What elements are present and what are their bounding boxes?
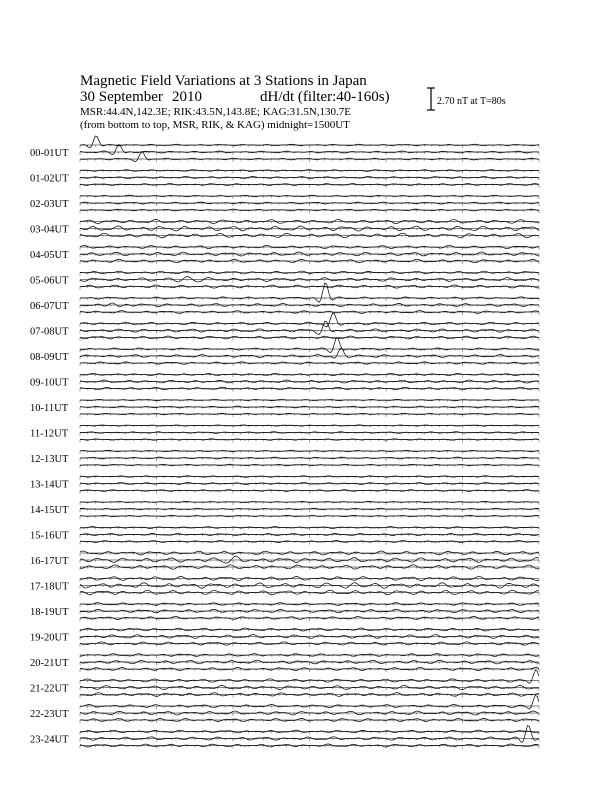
hour-label: 16-17UT bbox=[30, 556, 69, 567]
minute-ticks bbox=[80, 509, 539, 512]
minute-ticks bbox=[80, 414, 539, 417]
scale-bar bbox=[427, 88, 506, 110]
minute-ticks bbox=[80, 426, 539, 429]
chart-quantity: dH/dt (filter:40-160s) bbox=[260, 89, 390, 105]
hour-label: 13-14UT bbox=[30, 479, 69, 491]
chart-stations: MSR:44.4N,142.3E; RIK:43.5N,143.8E; KAG:31.5N,130.7E bbox=[80, 106, 352, 118]
minute-ticks bbox=[80, 287, 539, 290]
hour-label: 03-04UT bbox=[30, 224, 69, 236]
hour-label: 21-22UT bbox=[30, 683, 69, 695]
chart-title: Magnetic Field Variations at 3 Stations in Japan bbox=[80, 73, 367, 89]
hour-label: 19-20UT bbox=[30, 632, 69, 644]
hour-rows bbox=[30, 136, 539, 748]
minute-ticks bbox=[80, 363, 539, 366]
hour-label: 01-02UT bbox=[30, 173, 69, 185]
hour-label: 14-15UT bbox=[30, 505, 69, 516]
minute-ticks bbox=[80, 312, 539, 315]
hour-label: 17-18UT bbox=[30, 581, 69, 593]
minute-ticks bbox=[80, 305, 539, 308]
minute-ticks bbox=[80, 145, 539, 148]
minute-ticks bbox=[80, 152, 539, 155]
minute-ticks bbox=[80, 382, 539, 385]
minute-ticks bbox=[80, 324, 539, 327]
hour-label: 02-03UT bbox=[30, 199, 69, 210]
minute-ticks bbox=[80, 662, 539, 665]
minute-ticks bbox=[80, 669, 539, 672]
chart-date: 30 September bbox=[80, 89, 163, 105]
minute-ticks bbox=[80, 185, 539, 188]
minute-ticks bbox=[80, 560, 539, 563]
hour-label: 09-10UT bbox=[30, 377, 69, 389]
scale-label: 2.70 nT at T=80s bbox=[437, 96, 506, 107]
minute-ticks bbox=[80, 407, 539, 410]
minute-ticks bbox=[80, 389, 539, 392]
chart-year: 2010 bbox=[172, 89, 202, 105]
minute-ticks bbox=[80, 400, 539, 403]
hour-label: 20-21UT bbox=[30, 658, 69, 669]
hour-label: 12-13UT bbox=[30, 454, 69, 465]
minute-ticks bbox=[80, 618, 539, 621]
hour-label: 11-12UT bbox=[30, 428, 69, 440]
hour-label: 00-01UT bbox=[30, 148, 69, 159]
minute-ticks bbox=[80, 586, 539, 589]
minute-ticks bbox=[80, 203, 539, 206]
minute-ticks bbox=[80, 542, 539, 545]
hour-label: 07-08UT bbox=[30, 326, 69, 338]
hour-label: 10-11UT bbox=[30, 403, 69, 414]
hour-label: 18-19UT bbox=[30, 607, 69, 618]
minute-ticks bbox=[80, 516, 539, 519]
hour-label: 05-06UT bbox=[30, 275, 69, 287]
hour-label: 06-07UT bbox=[30, 301, 69, 312]
chart-order-note: (from bottom to top, MSR, RIK, & KAG) midnight=1500UT bbox=[80, 119, 350, 131]
hour-label: 08-09UT bbox=[30, 352, 69, 363]
hour-label: 22-23UT bbox=[30, 709, 69, 720]
hour-label: 15-16UT bbox=[30, 530, 69, 542]
minute-ticks bbox=[80, 553, 539, 556]
minute-ticks bbox=[80, 695, 539, 698]
hour-label: 23-24UT bbox=[30, 734, 69, 746]
minute-ticks bbox=[80, 247, 539, 250]
minute-ticks bbox=[80, 171, 539, 174]
minute-ticks bbox=[80, 688, 539, 691]
hour-label: 04-05UT bbox=[30, 250, 69, 261]
minute-ticks bbox=[80, 236, 539, 239]
minute-ticks bbox=[80, 739, 539, 742]
minute-ticks bbox=[80, 604, 539, 607]
